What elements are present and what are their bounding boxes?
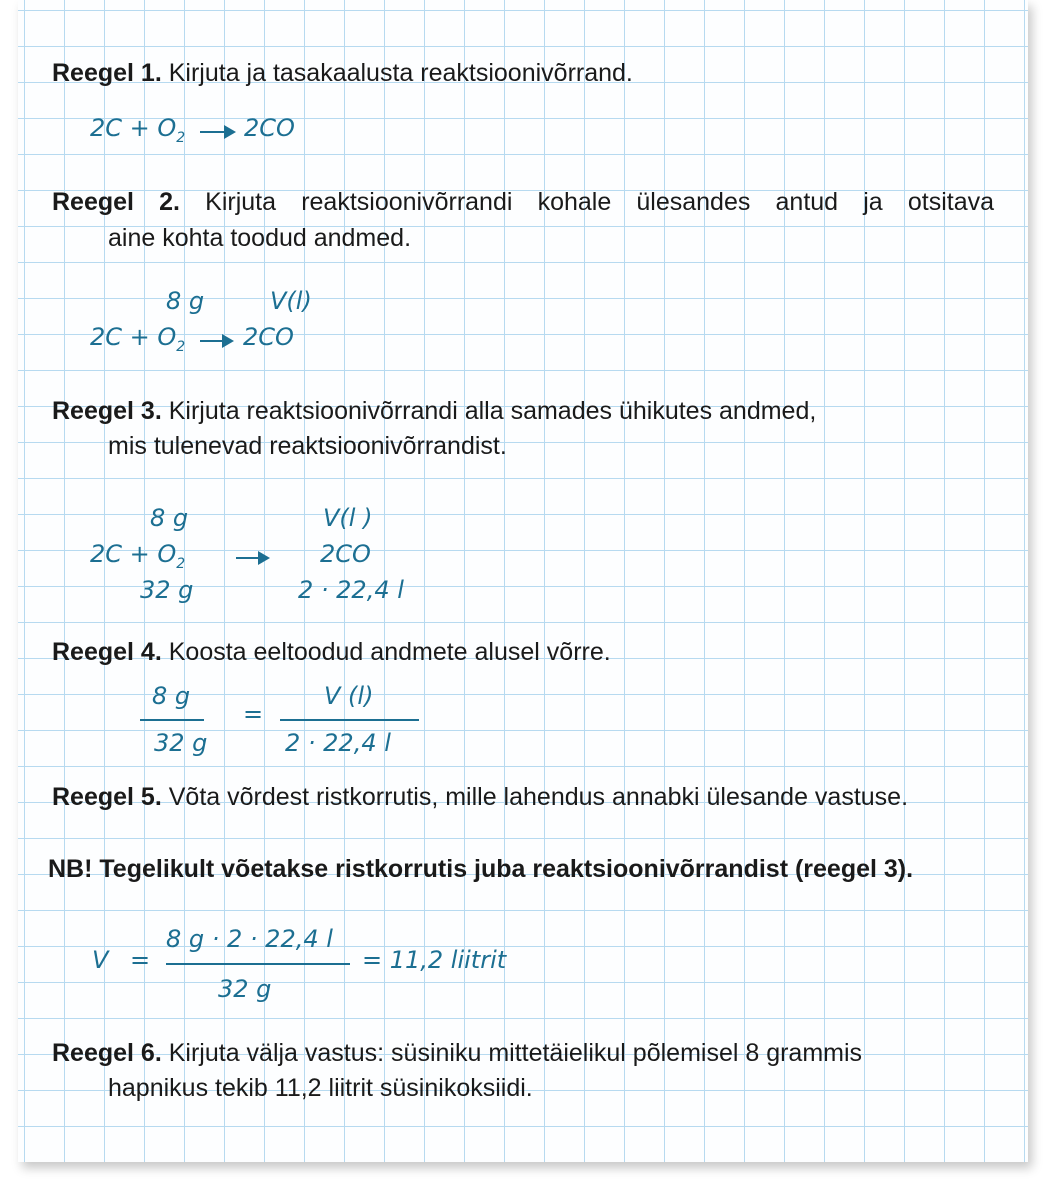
rule-2 (52, 184, 994, 220)
proportion-denominator-left: 32 g (154, 729, 208, 757)
equation-3-mass-given: 8 g (150, 504, 189, 532)
equation-3-left: $2C + O_2$ (90, 540, 186, 572)
calc-fraction-bar (166, 963, 350, 965)
rule-2-label: Reegel 2. (52, 188, 180, 216)
rule-3-text: Kirjuta reaktsioonivõrrandi alla samades ühikutes andmed, (168, 397, 817, 425)
rule-2-text: Kirjuta reaktsioonivõrrandi kohale ülesandes antud ja otsitava (205, 188, 995, 216)
rule-5-text: Võta võrdest ristkorrutis, mille lahendus annabki ülesande vastuse. (168, 783, 909, 811)
nb-note: NB! Tegelikult võetakse ristkorrutis juba reaktsioonivõrrandist (reegel 3). (48, 855, 914, 883)
proportion-fraction-bar-left (140, 719, 204, 721)
rule-1 (52, 55, 633, 91)
rule-6 (52, 1035, 862, 1071)
equation-3-right: 2CO (320, 540, 371, 568)
equation-1-left: $2C + O_2$ (90, 114, 186, 146)
reaction-arrow-icon (200, 131, 232, 133)
rule-1-label: Reegel 1. (52, 59, 162, 87)
rule-5-label: Reegel 5. (52, 783, 162, 811)
rule-5 (52, 779, 908, 815)
equation-3-mass-molar: 32 g (140, 576, 194, 604)
equation-2-left: $2C + O_2$ (90, 323, 186, 355)
rule-6-text-line2: hapnikus tekib 11,2 liitrit süsinikoksiidi. (108, 1074, 533, 1102)
rule-4-text: Koosta eeltoodud andmete alusel võrre. (168, 638, 611, 666)
rule-1-text: Kirjuta ja tasakaalusta reaktsioonivõrrand. (168, 59, 633, 87)
equation-2-right: 2CO (243, 323, 294, 351)
calc-v: V (92, 946, 109, 974)
equation-1-right: 2CO (244, 114, 295, 142)
proportion-fraction-bar-right (280, 719, 419, 721)
proportion-denominator-right: 2 · 22,4 l (285, 729, 391, 757)
rule-4-label: Reegel 4. (52, 638, 162, 666)
calc-equals: = (130, 946, 151, 974)
reaction-arrow-icon (236, 557, 266, 559)
proportion-numerator-right: V (l) (324, 682, 374, 710)
calc-denominator: 32 g (218, 975, 272, 1003)
proportion-numerator-left: 8 g (152, 682, 191, 710)
rule-3-label: Reegel 3. (52, 397, 162, 425)
equation-2-volume-unknown: V(l) (270, 287, 312, 315)
rule-4 (52, 634, 611, 670)
rule-3-text-line2: mis tulenevad reaktsioonivõrrandist. (108, 432, 507, 460)
rule-6-text: Kirjuta välja vastus: süsiniku mittetäielikul põlemisel 8 grammis (168, 1039, 863, 1067)
rule-3 (52, 393, 816, 429)
calc-numerator: 8 g · 2 · 22,4 l (166, 925, 333, 953)
reaction-arrow-icon (200, 340, 230, 342)
calc-result: = 11,2 liitrit (362, 946, 507, 974)
rule-2-text-line2: aine kohta toodud andmed. (108, 224, 412, 252)
rule-6-label: Reegel 6. (52, 1039, 162, 1067)
proportion-equals: = (243, 700, 264, 728)
equation-3-volume-molar: 2 · 22,4 l (298, 576, 404, 604)
equation-3-volume-unknown: V(l ) (323, 504, 373, 532)
equation-2-mass-given: 8 g (166, 287, 205, 315)
